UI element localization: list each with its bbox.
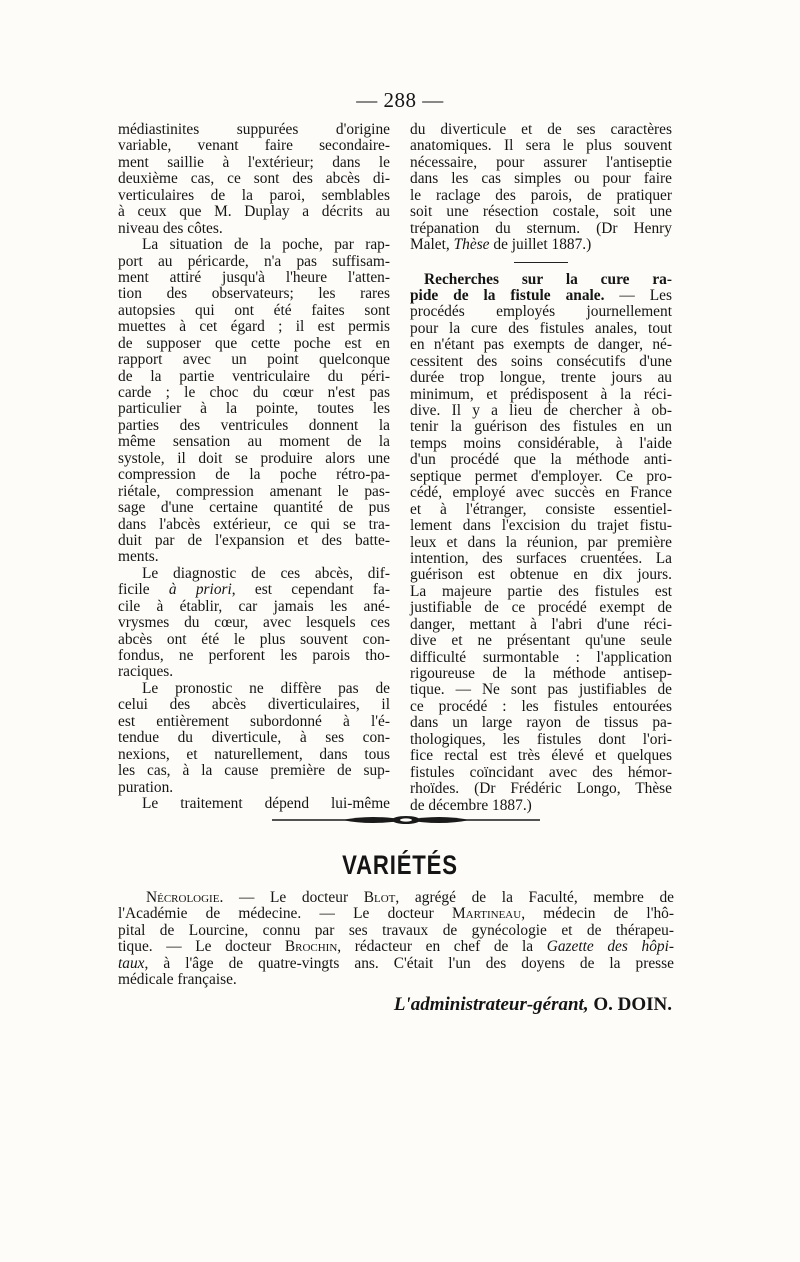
text-line: dive et ne présentant qu'une seule: [410, 632, 672, 650]
text-line: dive. Il y a lieu de chercher à ob-: [410, 402, 672, 419]
text-line: ment attiré jusqu'à l'heure l'atten-: [118, 268, 390, 286]
text-line: médicale française.: [118, 971, 237, 989]
text-line: guérison est obtenue en dix jours.: [410, 566, 672, 584]
text-line: d'un procédé que la méthode anti-: [410, 451, 672, 469]
text-line: [410, 237, 672, 253]
text-line: minimum, et prédisposent à la réci-: [410, 385, 672, 403]
text-line: abcès ont été le plus souvent con-: [118, 630, 390, 648]
text-line: [118, 582, 390, 598]
text-line: justifiable de ce procédé exempt de: [410, 599, 672, 617]
right-column: [410, 122, 672, 814]
text-line: dans l'abcès extérieur, ce qui se tra-: [118, 515, 390, 533]
right-paragraph-2: [410, 272, 672, 814]
text-fragment: l'Académie de médecine. — Le docteur: [118, 905, 452, 923]
text-line: pital de Lourcine, connu par ses travaux de gynécologie et de thérapeu-: [118, 921, 674, 939]
text-line: [118, 890, 674, 906]
text-line: les cas, à la cause première de sup-: [118, 762, 390, 780]
text-line: Le diagnostic de ces abcès, dif-: [142, 564, 390, 582]
text-line: même sensation au moment de la: [118, 433, 390, 451]
text-line: de la partie ventriculaire du péri-: [118, 367, 390, 385]
necrology-label: Nécrologie.: [146, 889, 224, 906]
article-heading: Recherches sur la cure ra-: [424, 270, 672, 288]
text-line: rhoïdes. (Dr Frédéric Longo, Thèse: [410, 780, 672, 798]
text-line: rapport avec un point quelconque: [118, 351, 390, 369]
text-line: tendue du diverticule, à ses con-: [118, 729, 390, 747]
italic-phrase: Gazette des hôpi-: [546, 938, 674, 956]
text-line: celui des abcès diverticulaires, il: [118, 696, 390, 714]
text-line: du diverticule et de ses caractères: [410, 121, 672, 138]
text-line: de supposer que cette poche est en: [118, 334, 390, 352]
text-line: deuxième cas, ce sont des abcès di-: [118, 170, 390, 188]
right-paragraph-1: [410, 122, 672, 254]
text-line: tique. — Ne sont pas justifiables de: [410, 681, 672, 699]
person-name: Martineau: [451, 905, 522, 923]
text-line: durée trop longue, trente jours au: [410, 369, 672, 387]
necrology-paragraph: [118, 890, 674, 989]
text-line: en n'étant pas exempts de danger, né-: [410, 336, 672, 354]
text-line: [410, 288, 672, 304]
text-line: sage d'une certaine quantité de pus: [118, 499, 390, 517]
text-line: La situation de la poche, par rap-: [142, 236, 390, 254]
text-line: [118, 906, 674, 922]
text-line: tenir la guérison des fistules en un: [410, 418, 672, 436]
italic-phrase: Thèse: [453, 236, 490, 254]
text-fragment: Malet,: [410, 236, 454, 254]
text-line: nécessaire, pour assurer l'antiseptie: [410, 153, 672, 171]
text-line: soit une résection costale, soit une: [410, 203, 672, 221]
text-line: difficulté surmontable : l'application: [410, 648, 672, 666]
person-name: Blot: [363, 889, 396, 906]
text-line: fice rectal est très élevé et quelques: [410, 747, 672, 765]
text-line: cile à établir, car jamais les ané-: [118, 597, 390, 615]
left-column: [118, 122, 390, 812]
text-line: Le traitement dépend lui-même: [142, 794, 390, 812]
text-fragment: , à l'âge de quatre-vingts ans. C'était l'un des doyens de la presse: [144, 954, 674, 972]
text-line: La majeure partie des fistules est: [410, 582, 672, 600]
text-line: intention, des surfaces cruentées. La: [410, 549, 672, 567]
text-line: le raclage des parois, de pratiquer: [410, 186, 672, 204]
text-line: rigoureuse de la méthode antisep-: [410, 665, 672, 682]
text-fragment: , est cependant fa-: [231, 581, 390, 599]
signature-role: L'administrateur-gérant,: [393, 994, 589, 1015]
text-line: ment saillie à l'extérieur; dans le: [118, 153, 390, 171]
text-line: tion des observateurs; les rares: [118, 285, 390, 303]
text-line: [118, 956, 674, 972]
text-fragment: , médecin de l'hô-: [521, 905, 674, 923]
text-line: carde ; le choc du cœur n'est pas: [118, 384, 390, 401]
text-line: autopsies qui ont été faites sont: [118, 301, 390, 319]
text-line: variable, venant faire secondaire-: [118, 137, 390, 155]
text-fragment: de juillet 1887.): [489, 236, 592, 254]
text-fragment: — Le docteur: [223, 889, 364, 906]
text-line: duit par de l'expansion et des batte-: [118, 531, 390, 549]
text-line: cessitent des soins consécutifs d'une: [410, 352, 672, 370]
left-paragraph-1: [118, 122, 390, 237]
text-line: anatomiques. Il sera le plus souvent: [410, 137, 672, 155]
section-title: VARIÉTÉS: [342, 850, 458, 880]
text-line: de décembre 1887.): [410, 796, 532, 814]
text-line: pour la cure des fistules anales, tout: [410, 319, 672, 337]
text-line: leux et dans la réunion, par première: [410, 533, 672, 551]
text-fragment: ficile: [118, 581, 169, 599]
text-line: niveau des côtes.: [118, 219, 223, 237]
text-line: cédé, employé avec succès en France: [410, 484, 672, 502]
text-line: particulier à la pointe, toutes les: [118, 400, 390, 418]
text-line: à ceux que M. Duplay a décrits au: [118, 203, 390, 221]
text-line: dans un large rayon de tissus pa-: [410, 714, 672, 732]
text-fragment: tique. — Le docteur: [118, 938, 285, 956]
page-number: — 288 —: [356, 88, 444, 112]
signature: [394, 994, 672, 1016]
text-line: raciques.: [118, 663, 174, 681]
text-line: procédés employés journellement: [410, 303, 672, 321]
text-line: muettes à cet égard ; il est permis: [118, 318, 390, 336]
text-line: lement dans l'excision du trajet fistu-: [410, 517, 672, 535]
text-line: [118, 939, 674, 955]
text-fragment: , rédacteur en chef de la: [337, 938, 547, 956]
ornament-center-hole: [400, 818, 412, 821]
text-line: fondus, ne perforent les parois tho-: [118, 647, 390, 664]
text-line: puration.: [118, 778, 174, 796]
text-line: fistules coïncidant avec des hémor-: [410, 763, 672, 781]
text-line: nexions, et naturellement, dans tous: [118, 745, 390, 763]
text-line: verticulaires de la paroi, semblables: [118, 186, 390, 204]
text-line: riétale, compression amenant le pas-: [118, 482, 390, 500]
text-line: dans les cas simples ou pour faire: [410, 170, 672, 188]
text-line: temps moins considérable, à l'aide: [410, 434, 672, 452]
italic-phrase: à priori: [168, 581, 232, 599]
person-name: Brochin: [284, 938, 338, 956]
text-line: Le pronostic ne diffère pas de: [142, 679, 390, 697]
text-line: vrysmes du cœur, avec lesquels ces: [118, 614, 390, 632]
text-line: est entièrement subordonné à l'é-: [118, 712, 390, 730]
ornamental-rule: [272, 808, 540, 832]
text-line: port au péricarde, n'a pas suffisam-: [118, 252, 390, 270]
text-line: ce procédé : les fistules entourées: [410, 697, 672, 715]
text-line: trépanation du sternum. (Dr Henry: [410, 219, 672, 237]
text-line: ments.: [118, 548, 159, 566]
text-line: systole, il doit se produire alors une: [118, 449, 390, 467]
text-line: et à l'étranger, consiste essentiel-: [410, 500, 672, 518]
separator-rule: [514, 262, 568, 263]
left-paragraph-3: [118, 566, 390, 681]
text-line: danger, mettant à l'abri d'une réci-: [410, 615, 672, 633]
left-paragraph-2: [118, 237, 390, 566]
text-line: septique permet d'employer. Ce pro-: [410, 467, 672, 485]
article-heading-cont: pide de la fistule anale.: [410, 286, 605, 304]
text-fragment: , agrégé de la Faculté, membre de: [395, 889, 674, 906]
text-line: médiastinites suppurées d'origine: [118, 121, 390, 138]
text-fragment: — Les: [604, 286, 672, 304]
left-paragraph-4: [118, 681, 390, 796]
italic-phrase: taux: [118, 954, 145, 972]
text-line: thologiques, les fistules dont l'ori-: [410, 730, 672, 748]
signature-name: O. DOIN.: [588, 994, 672, 1015]
text-line: parties des ventricules donnent la: [118, 416, 390, 434]
text-line: compression de la poche rétro-pa-: [118, 466, 390, 484]
